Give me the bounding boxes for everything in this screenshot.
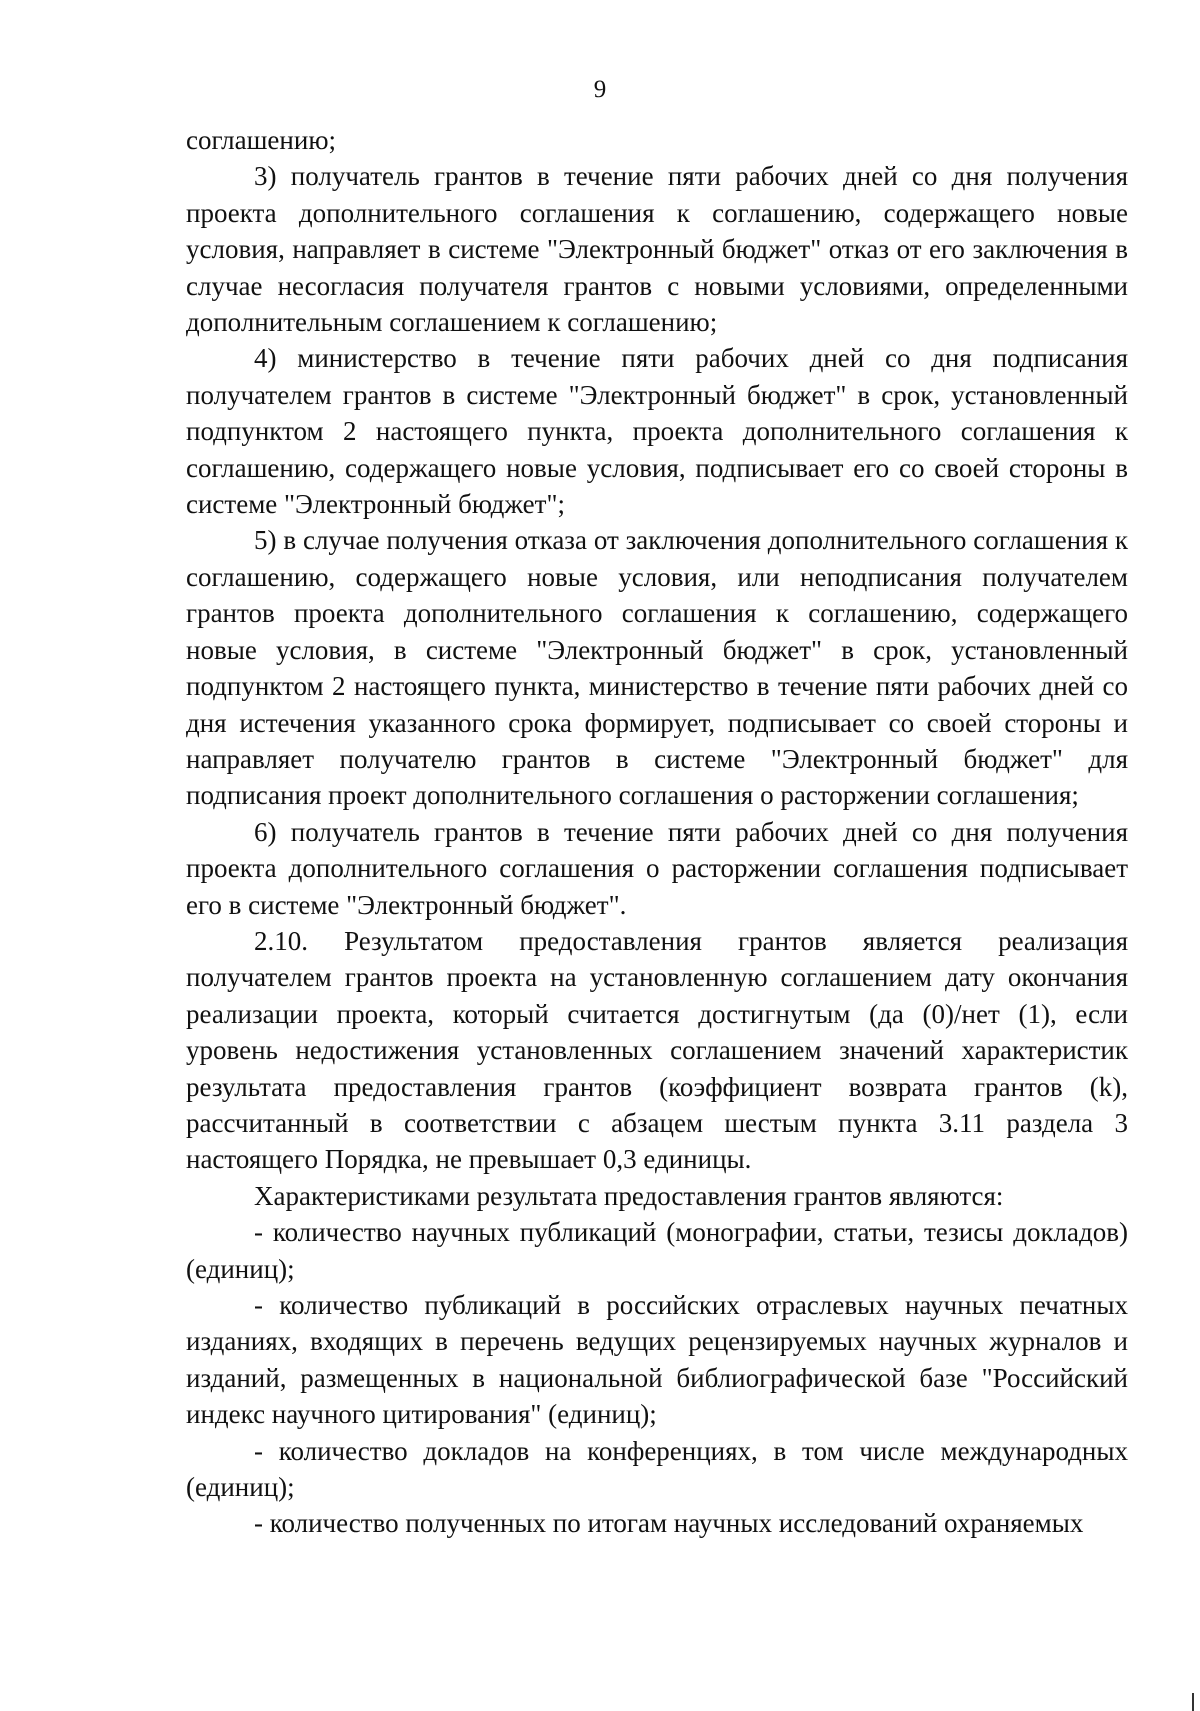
list-item: - количество докладов на конференциях, в том числе международных (единиц);	[186, 1435, 1128, 1503]
document-body	[186, 122, 1128, 1542]
list-item: - количество полученных по итогам научных исследований охраняемых	[254, 1508, 1084, 1539]
paragraph: соглашению;	[186, 125, 336, 155]
scan-edge-mark	[1192, 1693, 1194, 1711]
paragraph: 4) министерство в течение пяти рабочих дней со дня подписания получателем грантов в системе "Электронный бюджет" в срок, установленный подпунктом 2 настоящего пункта, проекта дополнительного соглашения к соглашению, содержащего новые условия, подписывает его со своей стороны в системе "Электронный бюджет";	[186, 343, 1128, 520]
page-number: 9	[593, 76, 607, 103]
paragraph: 2.10. Результатом предоставления грантов является реализация получателем грантов проекта на установленную соглашением дату окончания реализации проекта, который считается достигнутым (да (0)/нет (1), если уровень недостижения установленных соглашением значений характеристик результата предоставления грантов (коэффициент возврата грантов (k), рассчитанный в соответствии с абзацем шестым пункта 3.11 раздела 3 настоящего Порядка, не превышает 0,3 единицы.	[186, 925, 1128, 1175]
paragraph: 6) получатель грантов в течение пяти рабочих дней со дня получения проекта дополнительного соглашения о расторжении соглашения подписывает его в системе "Электронный бюджет".	[186, 816, 1128, 920]
paragraph: 5) в случае получения отказа от заключения дополнительного соглашения к соглашению, содержащего новые условия, или неподписания получателем грантов проекта дополнительного соглашения к соглашению, содержащего новые условия, в системе "Электронный бюджет" в срок, установленный подпунктом 2 настоящего пункта, министерство в течение пяти рабочих дней со дня истечения указанного срока формирует, подписывает со своей стороны и направляет получателю грантов в системе "Электронный бюджет" для подписания проект дополнительного соглашения о расторжении соглашения;	[186, 525, 1128, 811]
paragraph: Характеристиками результата предоставления грантов являются:	[254, 1180, 1004, 1211]
list-item: - количество научных публикаций (монографии, статьи, тезисы докладов) (единиц);	[186, 1217, 1128, 1284]
list-item: - количество публикаций в российских отраслевых научных печатных изданиях, входящих в перечень ведущих рецензируемых научных журналов и изданий, размещенных в национальной библиографической базе "Российский индекс научного цитирования" (единиц);	[186, 1290, 1128, 1430]
paragraph: 3) получатель грантов в течение пяти рабочих дней со дня получения проекта дополнительного соглашения к соглашению, содержащего новые условия, направляет в системе "Электронный бюджет" отказ от его заключения в случае несогласия получателя грантов с новыми условиями, определенными дополнительным соглашением к соглашению;	[186, 161, 1128, 338]
